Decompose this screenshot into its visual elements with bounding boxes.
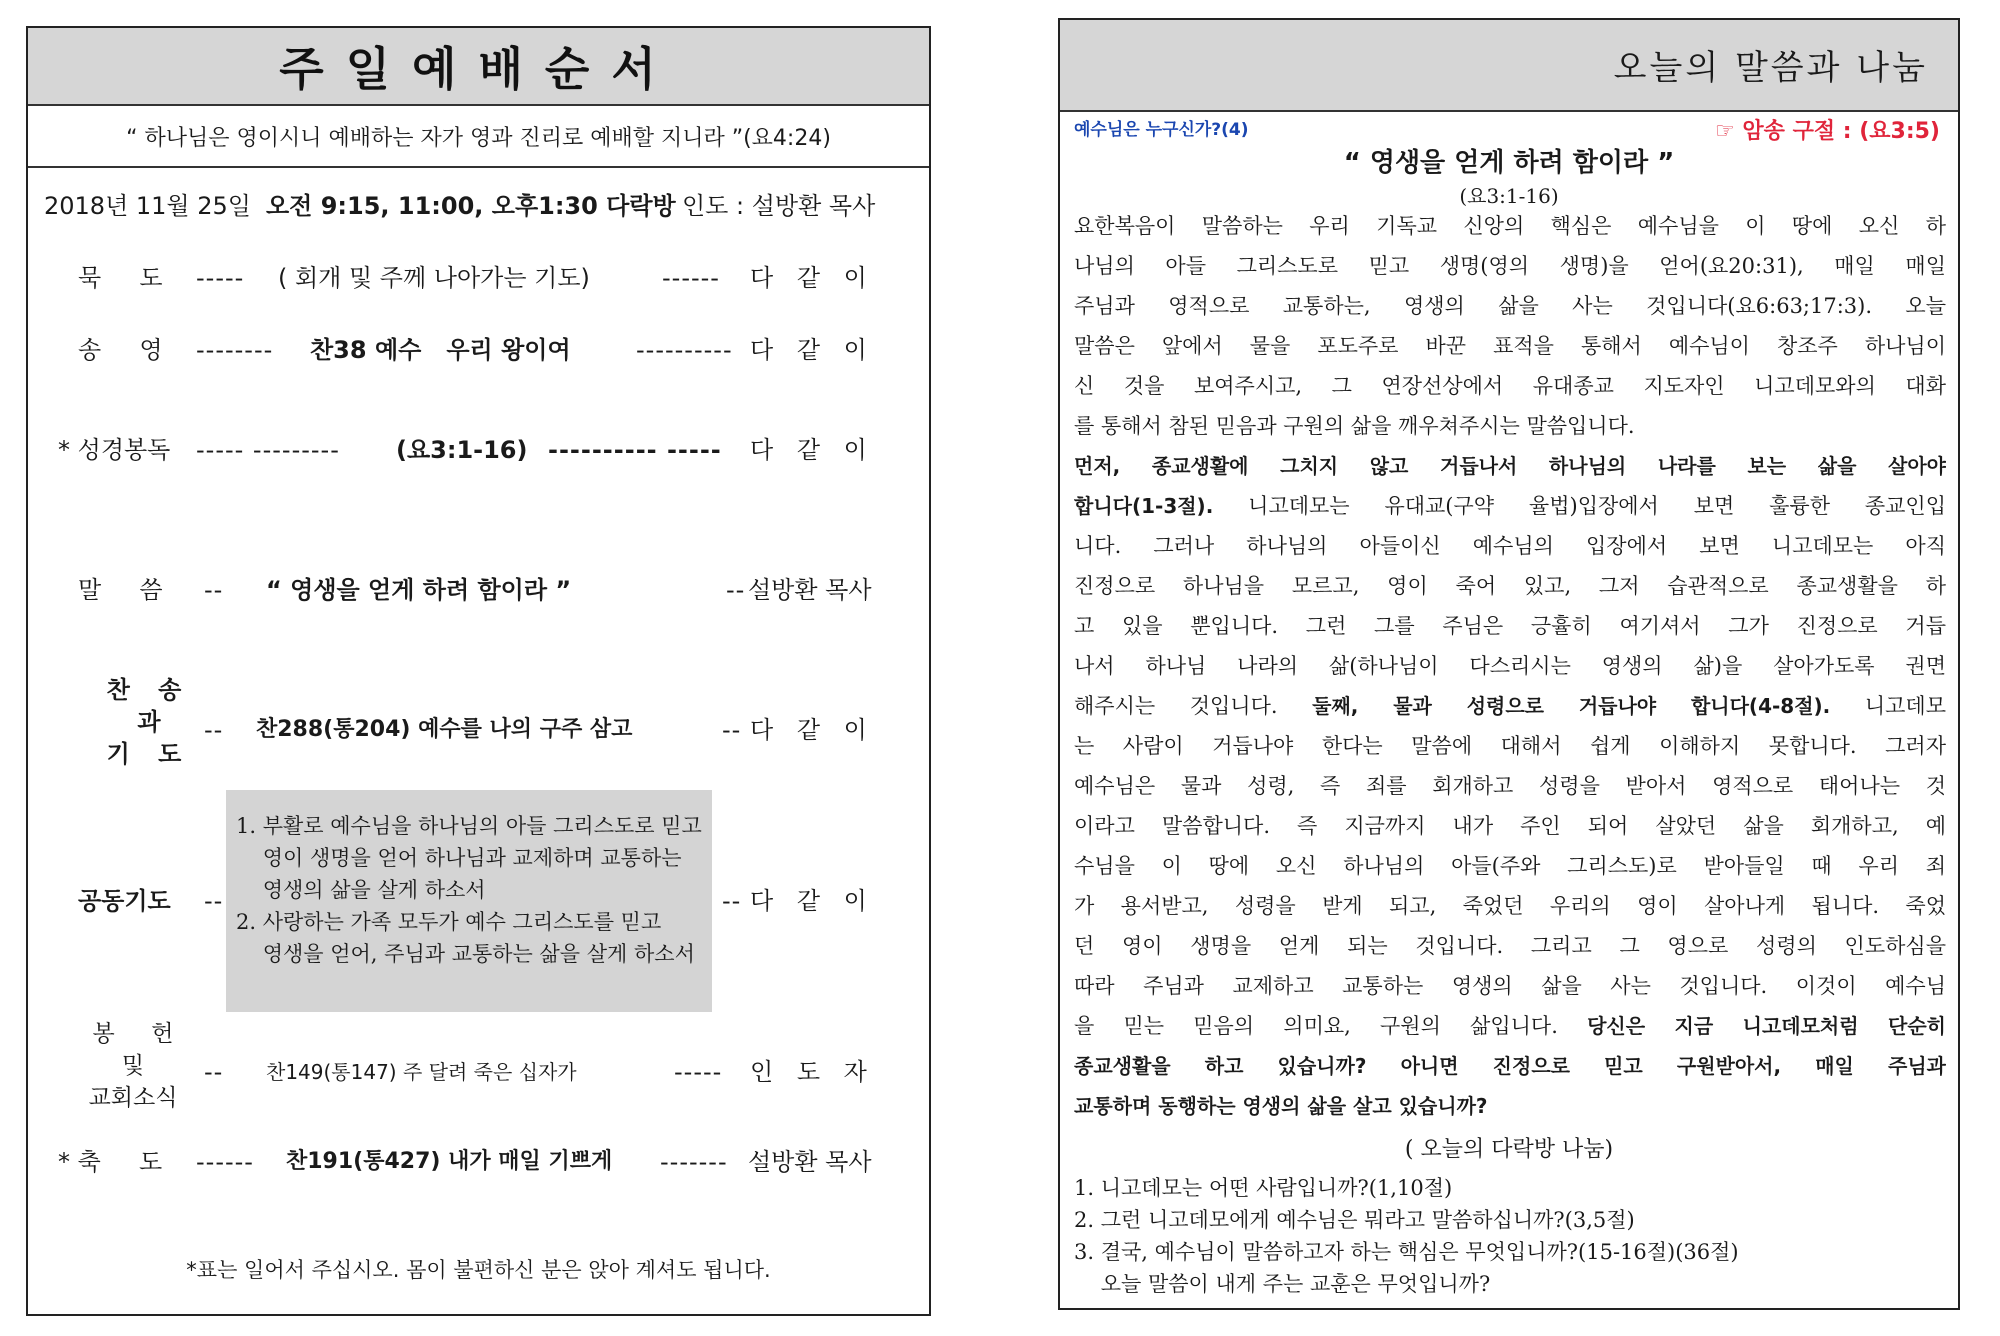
summary-line: 예수님은 물과 성령, 즉 죄를 회개하고 성령을 받아서 영적으로 태어나는 것 (1074, 774, 1946, 798)
order-content: (요3:1-16) (396, 436, 528, 464)
summary-line (1074, 486, 1946, 526)
summary-text: 해주시는 것입니다. (1074, 694, 1313, 718)
dash-leader: ------- (660, 1148, 728, 1176)
dash-leader: ----- (674, 1058, 723, 1086)
order-participant: 다 같 이 (750, 264, 875, 292)
summary-line: 요한복음이 말씀하는 우리 기독교 신앙의 핵심은 예수님을 이 땅에 오신 하 (1074, 214, 1946, 238)
order-participant: 설방환 목사 (748, 1148, 872, 1176)
order-participant: 다 같 이 (750, 336, 875, 364)
bold-point: 둘째, 물과 성령으로 거듭나야 합니다(4-8절). (1312, 694, 1831, 718)
share-question: 오늘 말씀이 내게 주는 교훈은 무엇입니까? (1074, 1272, 1491, 1296)
label-line: 찬 송 (106, 676, 192, 704)
summary-line-bold: 먼저, 종교생활에 그치지 않고 거듭나서 하나님의 나라를 보는 삶을 살아야 (1074, 454, 1946, 478)
order-row-hymn-and-prayer (28, 710, 933, 750)
dash-leader: -- (204, 716, 224, 744)
order-participant: 인 도 자 (750, 1058, 875, 1086)
service-info-row (28, 186, 933, 226)
service-times: 오전 9:15, 11:00, 오후1:30 다락방 (266, 192, 676, 220)
order-row-benediction (28, 1142, 933, 1182)
dash-leader: -- (204, 576, 224, 604)
memory-verse: ☞ 암송 구절 : (요3:5) (1715, 119, 1940, 144)
summary-text: 니고데모는 유대교(구약 율법)입장에서 보면 훌륭한 종교인입 (1213, 494, 1946, 518)
prayer-line: 2. 사랑하는 가족 모두가 예수 그리스도를 믿고 (236, 910, 662, 934)
summary-text: 을 믿는 믿음의 의미요, 구원의 삶입니다. (1074, 1014, 1588, 1038)
order-content: 찬38 예수 우리 왕이여 (310, 336, 571, 364)
summary-line: 고 있을 뿐입니다. 그런 그를 주님은 긍휼히 여기셔서 그가 진정으로 거듭 (1074, 614, 1946, 638)
sermon-summary (1074, 206, 1946, 1126)
summary-line: 는 사람이 거듭나야 한다는 말씀에 대해서 쉽게 이해하지 못합니다. 그러자 (1074, 734, 1946, 758)
order-label: 공동기도 (78, 887, 171, 915)
dash-leader: -------- (196, 336, 274, 364)
dash-leader: ---------- ----- (548, 436, 722, 464)
order-row-offering (28, 1052, 933, 1092)
series-label: 예수님은 누구신가?(4) (1074, 120, 1249, 140)
summary-line: 나서 하나님 나라의 삶(하나님이 다스리시는 영생의 삶)을 살아가도록 권면 (1074, 654, 1946, 678)
dash-leader: ----- (196, 264, 245, 292)
share-question: 1. 니고데모는 어떤 사람입니까?(1,10절) (1074, 1176, 1453, 1200)
order-content: 찬191(통427) 내가 매일 기쁘게 (286, 1149, 613, 1174)
order-participant: 설방환 목사 (748, 576, 872, 604)
dash-leader: -- (722, 716, 742, 744)
order-row-hymn-of-praise (28, 330, 933, 370)
summary-line: 던 영이 생명을 얻게 되는 것입니다. 그리고 그 영으로 성령의 인도하심을 (1074, 934, 1946, 958)
order-of-worship-panel (26, 26, 931, 1316)
summary-line-bold: 종교생활을 하고 있습니까? 아니면 진정으로 믿고 구원받아서, 매일 주님과 (1074, 1054, 1946, 1078)
bold-point: 합니다(1-3절). (1074, 494, 1214, 518)
todays-word-header (1060, 20, 1958, 112)
summary-line: 나님의 아들 그리스도로 믿고 생명(영의 생명)을 얻어(요20:31), 매일 매일 (1074, 254, 1946, 278)
label-line: 봉 헌 (92, 1021, 174, 1047)
order-participant: 다 같 이 (750, 716, 875, 744)
dash-leader: -- (204, 1058, 224, 1086)
summary-line: 주님과 영적으로 교통하는, 영생의 삶을 사는 것입니다(요6:63;17:3). 오늘 (1074, 294, 1946, 318)
summary-line: 말씀은 앞에서 물을 포도주로 바꾼 표적을 통해서 예수님이 창조주 하나님이 (1074, 334, 1946, 358)
summary-line (1074, 686, 1946, 726)
service-leader: 인도 : 설방환 목사 (682, 192, 876, 220)
share-question: 3. 결국, 예수님이 말씀하고자 하는 핵심은 무엇입니까?(15-16절)(36절) (1074, 1240, 1739, 1264)
dash-leader: -- (204, 887, 224, 915)
order-participant: 다 같 이 (750, 887, 875, 915)
label-line: 및 (121, 1053, 145, 1079)
dash-leader: ------ (662, 264, 720, 292)
dash-leader: -- (722, 887, 742, 915)
order-content: 찬149(통147) 주 달려 죽은 십자가 (266, 1060, 577, 1084)
label-line: 과 (137, 708, 161, 736)
summary-line (1074, 1006, 1946, 1046)
order-label: * 축 도 (58, 1148, 163, 1176)
service-date: 2018년 11월 25일 (44, 192, 251, 220)
dash-leader: ------ (196, 1148, 254, 1176)
share-question: 2. 그런 니고데모에게 예수님은 뭐라고 말씀하십니까?(3,5절) (1074, 1208, 1635, 1232)
theme-verse: “ 하나님은 영이시니 예배하는 자가 영과 진리로 예배할 지니라 ”(요4:24) (28, 106, 929, 168)
todays-word-title: 오늘의 말씀과 나눔 (1613, 48, 1928, 88)
order-content: “ 영생을 얻게 하려 함이라 ” (266, 576, 572, 604)
summary-line: 진정으로 하나님을 모르고, 영이 죽어 있고, 그저 습관적으로 종교생활을 하 (1074, 574, 1946, 598)
dash-leader: ---------- (636, 336, 733, 364)
share-title: ( 오늘의 다락방 나눔) (1404, 1137, 1614, 1162)
order-row-common-prayer (28, 881, 933, 921)
order-participant: 다 같 이 (750, 436, 875, 464)
prayer-line: 영생의 삶을 살게 하소서 (236, 878, 486, 902)
summary-line: 신 것을 보여주시고, 그 연장선상에서 유대종교 지도자인 니고데모와의 대화 (1074, 374, 1946, 398)
prayer-line: 영이 생명을 얻어 하나님과 교제하며 교통하는 (236, 846, 682, 870)
standing-note: *표는 일어서 주십시오. 몸이 불편하신 분은 앉아 계셔도 됩니다. (186, 1258, 771, 1282)
order-label: 송 영 (78, 336, 163, 364)
summary-line: 수님을 이 땅에 오신 하나님의 아들(주와 그리스도)로 받아들일 때 우리 죄 (1074, 854, 1946, 878)
sermon-title: “ 영생을 얻게 하려 함이라 ” (1343, 148, 1675, 178)
summary-line: 이라고 말씀합니다. 즉 지금까지 내가 주인 되어 살았던 삶을 회개하고, 예 (1074, 814, 1946, 838)
order-content: 찬288(통204) 예수를 나의 구주 삼고 (256, 717, 633, 742)
dash-leader: ----- --------- (196, 436, 340, 464)
prayer-line: 영생을 얻어, 주님과 교통하는 삶을 살게 하소서 (236, 942, 695, 966)
todays-word-panel (1058, 18, 1960, 1310)
summary-line: 따라 주님과 교제하고 교통하는 영생의 삶을 사는 것입니다. 이것이 예수님 (1074, 974, 1946, 998)
dash-leader: -- (726, 576, 746, 604)
bold-question: 당신은 지금 니고데모처럼 단순히 (1587, 1014, 1946, 1038)
order-row-scripture-reading (28, 430, 933, 470)
order-label: 묵 도 (78, 264, 163, 292)
order-label: 말 씀 (78, 576, 163, 604)
order-label: * 성경봉독 (58, 436, 171, 464)
order-content: ( 회개 및 주께 나아가는 기도) (278, 264, 590, 292)
summary-line: 를 통해서 참된 믿음과 구원의 삶을 깨우쳐주시는 말씀입니다. (1074, 414, 1635, 438)
label-line: 기 도 (106, 740, 192, 768)
sermon-reference: (요3:1-16) (1459, 184, 1559, 208)
summary-text: 니고데모 (1830, 694, 1946, 718)
summary-line-bold: 교통하며 동행하는 영생의 삶을 살고 있습니까? (1074, 1094, 1488, 1118)
prayer-line: 1. 부활로 예수님을 하나님의 아들 그리스도로 믿고 (236, 814, 702, 838)
order-of-worship-title: 주일예배순서 (28, 28, 929, 106)
order-row-silent-prayer (28, 258, 933, 298)
summary-line: 니다. 그러나 하나님의 아들이신 예수님의 입장에서 보면 니고데모는 아직 (1074, 534, 1946, 558)
summary-line: 가 용서받고, 성령을 받게 되고, 죽었던 우리의 영이 살아나게 됩니다. 죽었 (1074, 894, 1946, 918)
order-row-sermon (28, 570, 933, 610)
label-line: 교회소식 (88, 1085, 178, 1111)
